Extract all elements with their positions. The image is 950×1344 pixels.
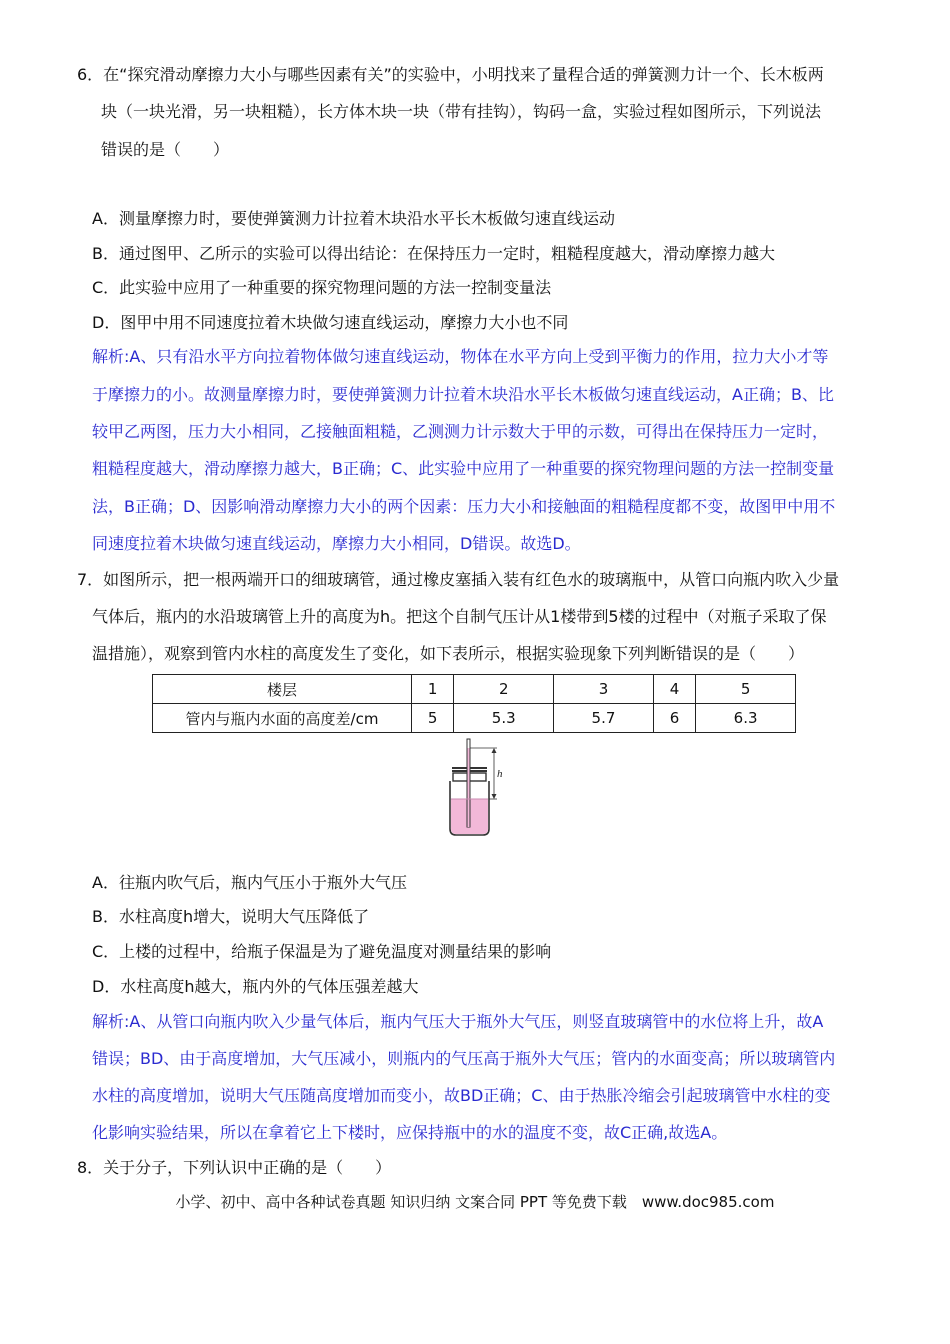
q7-stem-line3: 温措施），观察到管内水柱的高度发生了变化，如下表所示，根据实验现象下列判断错误的是（ ）: [92, 644, 805, 663]
floor-height-table: [152, 674, 796, 733]
q6-option-d: D．图甲中用不同速度拉着木块做匀速直线运动，摩擦力大小也不同: [92, 313, 569, 332]
q7-option-d: D．水柱高度h越大，瓶内外的气体压强差越大: [92, 977, 419, 996]
table-row: [153, 704, 796, 733]
q6-option-a: A．测量摩擦力时，要使弹簧测力计拉着木块沿水平长木板做匀速直线运动: [92, 209, 615, 228]
q6-analysis-line3: 较甲乙两图，压力大小相同，乙接触面粗糙，乙测测力计示数大于甲的示数，可得出在保持压力一定时，: [92, 422, 829, 441]
table-row: [153, 675, 796, 704]
table-cell: 3: [554, 675, 654, 704]
q6-option-b: B．通过图甲、乙所示的实验可以得出结论：在保持压力一定时，粗糙程度越大，滑动摩擦力越大: [92, 244, 775, 263]
page-footer: 小学、初中、高中各种试卷真题 知识归纳 文案合同 PPT 等免费下载 www.doc985.com: [175, 1193, 775, 1211]
table-cell: 5: [412, 704, 454, 733]
q7-option-c: C．上楼的过程中，给瓶子保温是为了避免温度对测量结果的影响: [92, 942, 552, 961]
q6-analysis-line1: 解析:A、只有沿水平方向拉着物体做匀速直线运动，物体在水平方向上受到平衡力的作用，拉力大小才等: [92, 347, 829, 366]
height-label: h: [497, 768, 503, 780]
q7-analysis-line2: 错误；BD、由于高度增加，大气压减小，则瓶内的气压高于瓶外大气压；管内的水面变高；所以玻璃管内: [92, 1049, 836, 1068]
barometer-bottle-figure: [410, 737, 520, 841]
table-cell: 6: [653, 704, 695, 733]
q7-option-b: B．水柱高度h增大，说明大气压降低了: [92, 907, 370, 926]
q6-analysis-line6: 同速度拉着木块做匀速直线运动，摩擦力大小相同，D错误。故选D。: [92, 534, 581, 553]
q6-analysis-line5: 法，B正确；D、因影响滑动摩擦力大小的两个因素：压力大小和接触面的粗糙程度都不变，故图甲中用不: [92, 497, 836, 516]
q7-analysis-line1: 解析:A、从管口向瓶内吹入少量气体后，瓶内气压大于瓶外大气压，则竖直玻璃管中的水位将上升，故A: [92, 1012, 824, 1031]
q7-stem-line1: 7．如图所示，把一根两端开口的细玻璃管，通过橡皮塞插入装有红色水的玻璃瓶中，从管口向瓶内吹入少量: [77, 570, 840, 589]
q7-option-a: A．往瓶内吹气后，瓶内气压小于瓶外大气压: [92, 873, 407, 892]
q6-stem-line2: 块（一块光滑，另一块粗糙），长方体木块一块（带有挂钩），钩码一盒，实验过程如图所示，下列说法: [101, 102, 822, 121]
table-cell: 管内与瓶内水面的高度差/cm: [153, 704, 412, 733]
table-cell: 5.3: [454, 704, 554, 733]
q6-analysis-line2: 于摩擦力的小。故测量摩擦力时，要使弹簧测力计拉着木块沿水平长木板做匀速直线运动，A正确；B、比: [92, 385, 834, 404]
q7-stem-line2: 气体后，瓶内的水沿玻璃管上升的高度为h。把这个自制气压计从1楼带到5楼的过程中（对瓶子采取了保: [92, 607, 827, 626]
table-cell: 1: [412, 675, 454, 704]
table-cell: 5: [696, 675, 796, 704]
q8-stem-line1: 8．关于分子，下列认识中正确的是（ ）: [77, 1158, 392, 1177]
q6-stem-line1: 6．在“探究滑动摩擦力大小与哪些因素有关”的实验中，小明找来了量程合适的弹簧测力计一个、长木板两: [77, 65, 824, 84]
table-cell: 楼层: [153, 675, 412, 704]
table-cell: 6.3: [696, 704, 796, 733]
q6-stem-line3: 错误的是（ ）: [101, 140, 230, 159]
q7-analysis-line4: 化影响实验结果，所以在拿着它上下楼时，应保持瓶中的水的温度不变，故C正确,故选A。: [92, 1123, 728, 1142]
table-cell: 5.7: [554, 704, 654, 733]
q6-option-c: C．此实验中应用了一种重要的探究物理问题的方法一控制变量法: [92, 278, 552, 297]
q7-analysis-line3: 水柱的高度增加，说明大气压随高度增加而变小，故BD正确；C、由于热胀冷缩会引起玻璃管中水柱的变: [92, 1086, 831, 1105]
q6-analysis-line4: 粗糙程度越大，滑动摩擦力越大，B正确；C、此实验中应用了一种重要的探究物理问题的方法一控制变量: [92, 459, 835, 478]
barometer-bottle-drawing: [410, 737, 520, 841]
table-cell: 4: [653, 675, 695, 704]
table-cell: 2: [454, 675, 554, 704]
